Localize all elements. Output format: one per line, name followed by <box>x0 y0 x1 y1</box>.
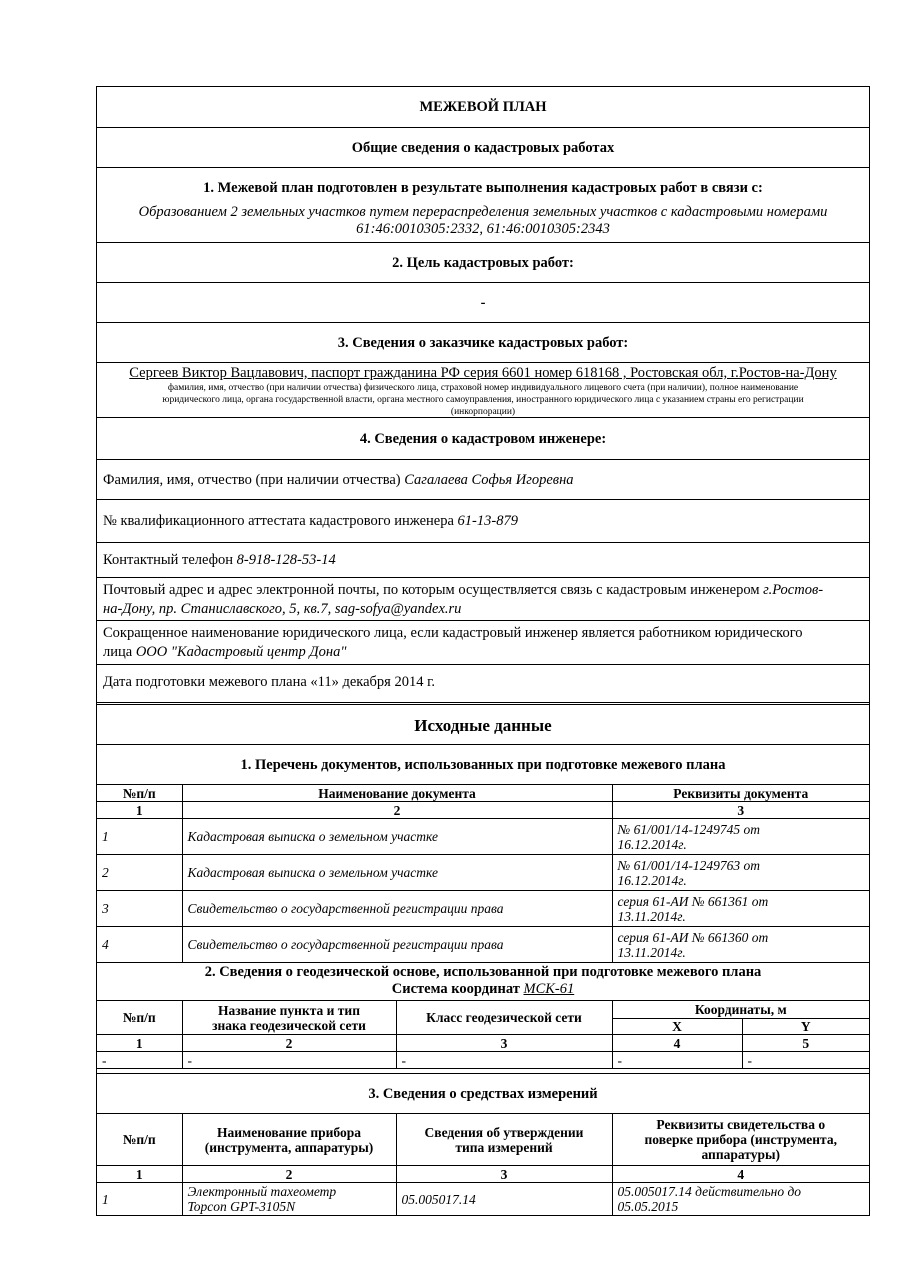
doc-name: Свидетельство о государственной регистрации права <box>182 891 612 927</box>
geo-col-point-line1: Название пункта и тип <box>218 1002 360 1018</box>
doc-requisites <box>612 891 869 927</box>
geo-col-num: №п/п <box>97 1001 182 1035</box>
document-title: МЕЖЕВОЙ ПЛАН <box>419 99 547 115</box>
documents-col-name: Наименование документа <box>182 785 612 802</box>
instr-col-name-line1: Наименование прибора <box>216 1124 362 1140</box>
doc-requisites <box>612 927 869 963</box>
geo-cell: - <box>612 1052 742 1069</box>
plan-date: Дата подготовки межевого плана «11» декабря 2014 г. <box>103 674 436 690</box>
geo-col-coords: Координаты, м <box>612 1001 869 1019</box>
engineer-org-value: ООО "Кадастровый центр Дона" <box>135 644 347 660</box>
instr-col-type-line1: Сведения об утверждении <box>424 1124 584 1140</box>
engineer-cert-value: 61-13-879 <box>457 513 518 529</box>
instr-name-line1: Электронный тахеометр <box>187 1184 337 1199</box>
section-1-line1: Образованием 2 земельных участков путем перераспределения земельных участков с кадастровыми номерами <box>138 204 828 220</box>
engineer-address-row <box>97 577 869 620</box>
table-row <box>97 855 869 891</box>
documents-table <box>97 784 869 963</box>
customer-info <box>97 362 869 417</box>
geo-colnum-3: 3 <box>396 1035 612 1052</box>
engineer-phone-row <box>97 542 869 577</box>
instr-col-req-line1: Реквизиты свидетельства о <box>656 1117 826 1132</box>
instr-colnum-3: 3 <box>396 1166 612 1183</box>
geo-colnum-2: 2 <box>182 1035 396 1052</box>
instr-colnum-4: 4 <box>612 1166 869 1183</box>
geo-cell: - <box>742 1052 869 1069</box>
document-page <box>96 86 870 1216</box>
geodetic-heading <box>97 962 869 1000</box>
documents-header-row <box>97 785 869 802</box>
instr-col-name-line2: (инструмента, аппаратуры) <box>204 1139 374 1155</box>
doc-requisites <box>612 855 869 891</box>
engineer-address-label: Почтовый адрес и адрес электронной почты, по которым осуществляется связь с кадастровым инженером <box>103 582 760 598</box>
doc-name: Свидетельство о государственной регистрации права <box>182 927 612 963</box>
table-row <box>97 819 869 855</box>
doc-req-line1: серия 61-АИ № 661360 от <box>617 929 769 945</box>
instr-col-req <box>612 1114 869 1166</box>
documents-col-num: №п/п <box>97 785 182 802</box>
instruments-table <box>97 1113 869 1216</box>
documents-colnum-3: 3 <box>612 802 869 819</box>
geo-cell: - <box>182 1052 396 1069</box>
engineer-address-value-2: на-Дону, пр. Станиславского, 5, кв.7, sag-sofya@yandex.ru <box>103 601 462 617</box>
geodetic-number-row <box>97 1035 869 1052</box>
doc-req-line1: № 61/001/14-1249745 от <box>617 821 760 837</box>
doc-num: 3 <box>97 891 182 927</box>
instr-colnum-2: 2 <box>182 1166 396 1183</box>
engineer-org-label-2: лица <box>103 644 133 660</box>
instr-name-line2: Topcon GPT-3105N <box>187 1199 296 1214</box>
doc-requisites <box>612 819 869 855</box>
instr-col-type <box>396 1114 612 1166</box>
table-row <box>97 1052 869 1069</box>
engineer-phone-label: Контактный телефон <box>103 552 234 568</box>
engineer-org-label-1: Сокращенное наименование юридического лица, если кадастровый инженер является работником юридического <box>103 625 803 641</box>
geo-col-point-line2: знака геодезической сети <box>212 1017 366 1033</box>
geodetic-heading-text: 2. Сведения о геодезической основе, использованной при подготовке межевого плана <box>204 964 762 980</box>
source-heading: Исходные данные <box>97 702 869 744</box>
section-1-heading: 1. Межевой план подготовлен в результате выполнения кадастровых работ в связи с: <box>203 180 763 196</box>
doc-name: Кадастровая выписка о земельном участке <box>182 819 612 855</box>
geo-colnum-5: 5 <box>742 1035 869 1052</box>
engineer-fio-value: Сагалаева Софья Игоревна <box>404 472 574 488</box>
instr-name <box>182 1183 396 1216</box>
documents-heading: 1. Перечень документов, использованных при подготовке межевого плана <box>97 744 869 784</box>
documents-colnum-2: 2 <box>182 802 612 819</box>
engineer-fio-row <box>97 459 869 499</box>
instr-col-req-line2: поверке прибора (инструмента, <box>644 1132 837 1147</box>
geodetic-table <box>97 1000 869 1069</box>
instr-type: 05.005017.14 <box>396 1183 612 1216</box>
customer-note-3: (инкорпорации) <box>450 407 516 417</box>
table-row <box>97 1183 869 1216</box>
table-row <box>97 927 869 963</box>
instr-col-name <box>182 1114 396 1166</box>
doc-req-line2: 16.12.2014г. <box>617 836 687 852</box>
customer-note-2: юридического лица, органа государственной власти, органа местного самоуправления, иностранного юридического лица с указанием страны его регистрации <box>162 395 804 405</box>
geodetic-header-row <box>97 1001 869 1019</box>
doc-req-line2: 16.12.2014г. <box>617 872 687 888</box>
doc-req-line1: серия 61-АИ № 661361 от <box>617 893 769 909</box>
engineer-cert-row <box>97 499 869 542</box>
customer-value: Сергеев Виктор Вацлавович, паспорт гражданина РФ серия 6601 номер 618168 , Ростовская обл, г.Ростов-на-Дону <box>129 365 837 381</box>
engineer-org-row <box>97 620 869 664</box>
coord-system-label: Система координат <box>391 981 520 997</box>
engineer-phone-value: 8-918-128-53-14 <box>236 552 336 568</box>
geo-colnum-4: 4 <box>612 1035 742 1052</box>
doc-req-line2: 13.11.2014г. <box>617 944 686 960</box>
instr-col-type-line2: типа измерений <box>455 1139 553 1155</box>
documents-number-row <box>97 802 869 819</box>
section-3-heading: 3. Сведения о заказчике кадастровых работ: <box>97 322 869 362</box>
geo-col-point <box>182 1001 396 1035</box>
doc-name: Кадастровая выписка о земельном участке <box>182 855 612 891</box>
customer-note-1: фамилия, имя, отчество (при наличии отчества) физического лица, страховой номер индивидуального лицевого счета (при наличии), полное наименование <box>167 383 799 393</box>
section-2-value: - <box>97 282 869 322</box>
doc-req-line2: 13.11.2014г. <box>617 908 686 924</box>
geo-col-y: Y <box>742 1019 869 1035</box>
geo-col-class: Класс геодезической сети <box>396 1001 612 1035</box>
documents-colnum-1: 1 <box>97 802 182 819</box>
coord-system-value: МСК-61 <box>523 981 575 997</box>
doc-num: 2 <box>97 855 182 891</box>
instruments-number-row <box>97 1166 869 1183</box>
doc-req-line1: № 61/001/14-1249763 от <box>617 857 760 873</box>
instr-colnum-1: 1 <box>97 1166 182 1183</box>
plan-date-row <box>97 664 869 702</box>
section-1 <box>97 167 869 242</box>
engineer-fio-label: Фамилия, имя, отчество (при наличии отчества) <box>103 472 401 488</box>
engineer-cert-label: № квалификационного аттестата кадастрового инженера <box>103 513 454 529</box>
documents-col-req: Реквизиты документа <box>612 785 869 802</box>
general-heading: Общие сведения о кадастровых работах <box>97 127 869 167</box>
geo-cell: - <box>97 1052 182 1069</box>
instr-req-line2: 05.05.2015 <box>617 1199 679 1214</box>
instr-num: 1 <box>97 1183 182 1216</box>
instr-col-req-line3: аппаратуры) <box>701 1147 781 1162</box>
engineer-address-value-1: г.Ростов- <box>763 582 824 598</box>
section-1-line2: 61:46:0010305:2332, 61:46:0010305:2343 <box>356 221 610 237</box>
doc-num: 4 <box>97 927 182 963</box>
instr-requisites <box>612 1183 869 1216</box>
instruments-header-row <box>97 1114 869 1166</box>
geo-colnum-1: 1 <box>97 1035 182 1052</box>
table-row <box>97 891 869 927</box>
geo-col-x: X <box>612 1019 742 1035</box>
section-4-heading: 4. Сведения о кадастровом инженере: <box>97 417 869 459</box>
section-2-heading: 2. Цель кадастровых работ: <box>97 242 869 282</box>
doc-num: 1 <box>97 819 182 855</box>
instr-req-line1: 05.005017.14 действительно до <box>617 1184 802 1199</box>
instr-col-num: №п/п <box>97 1114 182 1166</box>
geo-cell: - <box>396 1052 612 1069</box>
instruments-heading: 3. Сведения о средствах измерений <box>97 1073 869 1113</box>
